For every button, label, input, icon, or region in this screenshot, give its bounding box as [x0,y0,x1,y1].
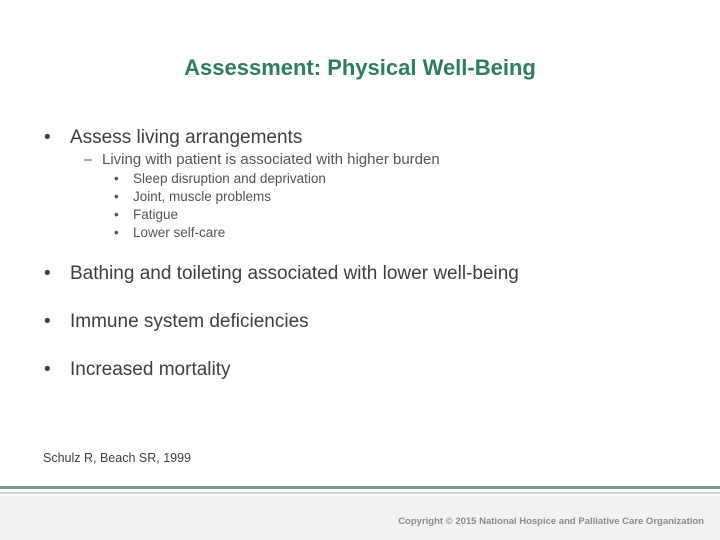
bullet-marker: • [114,189,119,204]
bullet-text: Assess living arrangements [70,127,303,148]
sub-sub-bullet-text: Lower self-care [133,225,226,240]
bullet-text: Immune system deficiencies [70,311,309,332]
sub-bullet-text: Living with patient is associated with higher burden [102,151,440,168]
dash-marker: – [83,151,93,168]
sub-sub-bullet-text: Fatigue [133,207,179,222]
bullet-marker: • [44,359,51,380]
sub-sub-bullet-item [114,225,225,240]
sub-sub-bullet-text: Sleep disruption and deprivation [133,171,326,186]
bullet-marker: • [114,207,119,222]
bullet-text: Increased mortality [70,359,231,380]
sub-sub-bullet-item [114,189,271,204]
bullet-marker: • [44,263,51,284]
footer-line-light [0,492,720,494]
sub-sub-bullet-item [114,207,178,222]
slide-title-text: Assessment: Physical Well-Being [184,55,536,80]
sub-bullet-item [74,151,440,168]
footer-divider [0,486,720,494]
bullet-item [44,263,519,285]
bullet-item [44,127,302,149]
bullet-marker: • [44,311,51,332]
bullet-text: Bathing and toileting associated with lower well-being [70,263,519,284]
bullet-marker: • [114,171,119,186]
footer-line-dark [0,486,720,489]
bullet-marker: • [44,127,51,148]
bullet-item [44,311,309,333]
sub-sub-bullet-item [114,171,326,186]
citation: Schulz R, Beach SR, 1999 [43,451,191,465]
slide-title [0,55,720,81]
copyright-text: Copyright © 2015 National Hospice and Palliative Care Organization [398,516,704,527]
bullet-item [44,359,231,381]
bullet-marker: • [114,225,119,240]
sub-sub-bullet-text: Joint, muscle problems [133,189,272,204]
